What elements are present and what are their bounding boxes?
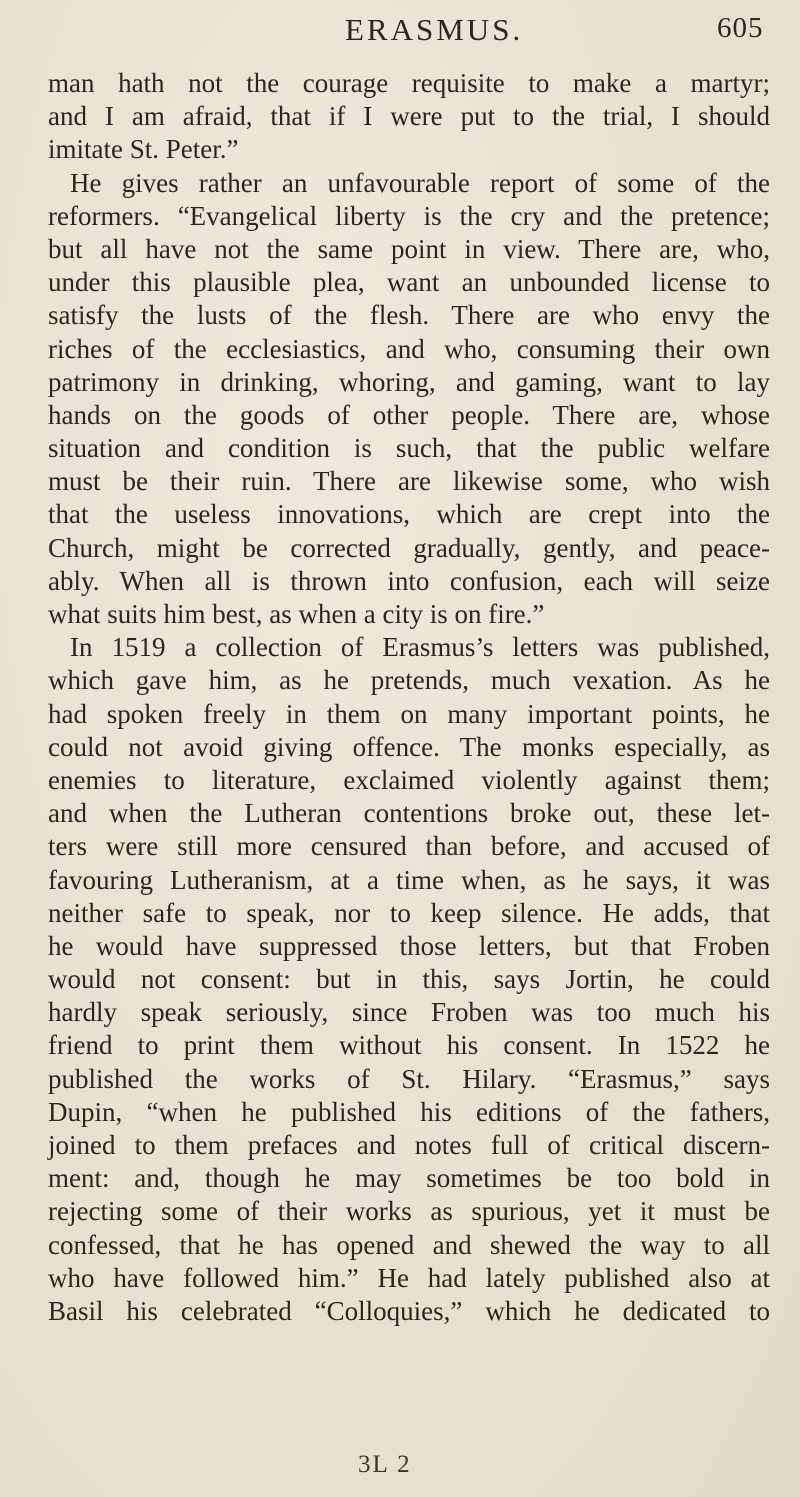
text-line: rejecting some of their works as spurious, yet it must be xyxy=(48,1196,770,1227)
text-line: satisfy the lusts of the flesh. There are who envy the xyxy=(48,300,770,331)
text-line: patrimony in drinking, whoring, and gaming, want to lay xyxy=(48,366,770,397)
text-line: could not avoid giving offence. The monks especially, as xyxy=(48,731,770,762)
text-line: imitate St. Peter.” xyxy=(48,134,239,165)
text-line: what suits him best, as when a city is on fire.” xyxy=(48,599,545,629)
text-line: situation and condition is such, that the public welfare xyxy=(48,433,770,464)
text-line: would not consent: but in this, says Jortin, he could xyxy=(48,964,770,995)
text-line: who have followed him.” He had lately published also at xyxy=(48,1262,770,1293)
text-line: Dupin, “when he published his editions of the fathers, xyxy=(48,1096,770,1127)
text-line: Basil his celebrated “Colloquies,” which he dedicated to xyxy=(48,1295,770,1326)
paragraph-first-line: In 1519 a collection of Erasmus’s letters was published, xyxy=(70,632,770,663)
text-line: friend to print them without his consent. In 1522 he xyxy=(48,1030,770,1061)
text-line: but all have not the same point in view. There are, who, xyxy=(48,233,770,264)
page-number: 605 xyxy=(717,12,764,44)
text-line: which gave him, as he pretends, much vexation. As he xyxy=(48,665,770,696)
text-line: and I am afraid, that if I were put to the trial, I should xyxy=(48,101,770,132)
running-title: ERASMUS. xyxy=(345,12,524,47)
text-line: and when the Lutheran contentions broke out, these let- xyxy=(48,798,770,829)
text-line: riches of the ecclesiastics, and who, consuming their own xyxy=(48,333,770,364)
text-line: had spoken freely in them on many important points, he xyxy=(48,698,770,729)
text-line: favouring Lutheranism, at a time when, as he says, it was xyxy=(48,864,770,895)
text-line: joined to them prefaces and notes full of critical discern- xyxy=(48,1130,770,1160)
text-line: ters were still more censured than before, and accused of xyxy=(48,831,770,862)
text-line: ably. When all is thrown into confusion, each will seize xyxy=(48,565,770,596)
text-line: hardly speak seriously, since Froben was too much his xyxy=(48,997,770,1028)
text-line: published the works of St. Hilary. “Erasmus,” says xyxy=(48,1063,770,1094)
text-line: reformers. “Evangelical liberty is the cry and the pretence; xyxy=(48,200,770,231)
body-text xyxy=(48,67,770,1328)
text-line: must be their ruin. There are likewise some, who wish xyxy=(48,466,770,497)
text-line: ment: and, though he may sometimes be too bold in xyxy=(48,1163,770,1194)
running-head xyxy=(0,12,800,52)
text-line: confessed, that he has opened and shewed the way to all xyxy=(48,1229,770,1260)
text-line: under this plausible plea, want an unbounded license to xyxy=(48,267,770,298)
paragraph-first-line: He gives rather an unfavourable report of some of the xyxy=(70,167,770,198)
text-line: neither safe to speak, nor to keep silence. He adds, that xyxy=(48,897,770,928)
text-line: Church, might be corrected gradually, gently, and peace- xyxy=(48,532,770,563)
text-line: man hath not the courage requisite to make a martyr; xyxy=(48,68,770,98)
printer-signature-mark: 3L 2 xyxy=(358,1451,412,1478)
text-line: that the useless innovations, which are crept into the xyxy=(48,499,770,530)
text-line: hands on the goods of other people. There are, whose xyxy=(48,399,770,430)
text-line: he would have suppressed those letters, but that Froben xyxy=(48,930,770,961)
text-line: enemies to literature, exclaimed violently against them; xyxy=(48,764,770,795)
